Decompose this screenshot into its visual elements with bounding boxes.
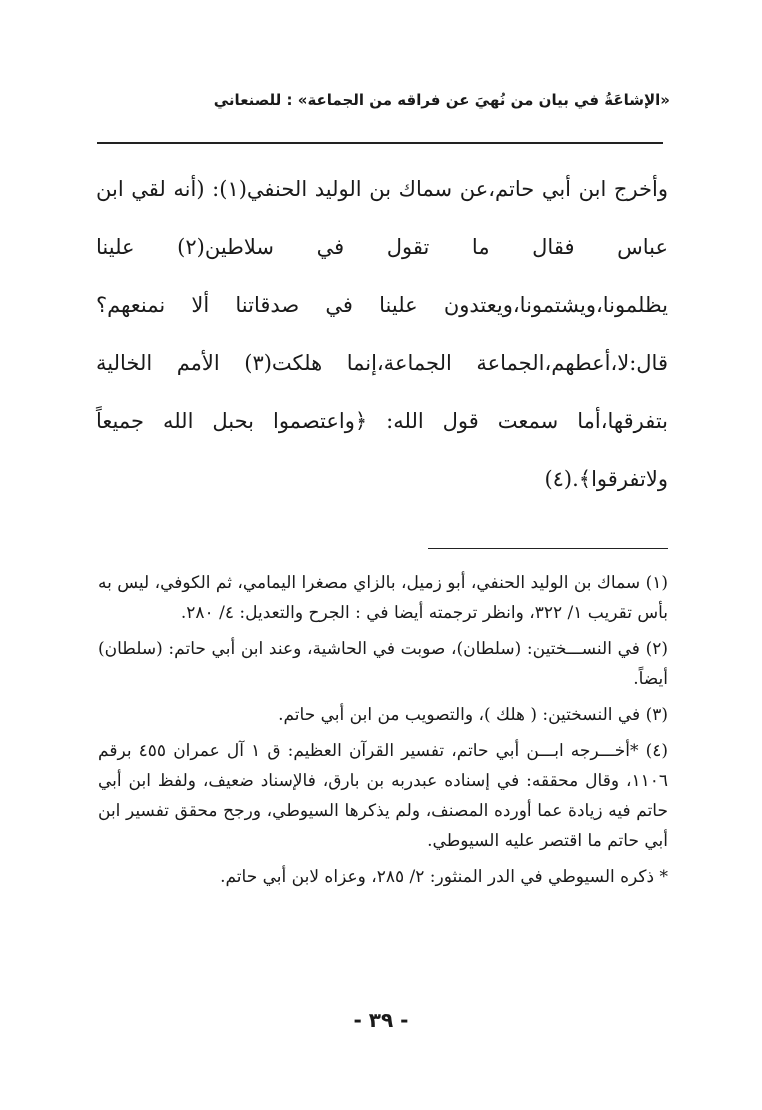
footnote-4: (٤) *أخـــرجه ابـــن أبي حاتم، تفسير القرآن العظيم: ق ١ آل عمران ٤٥٥ برقم ١١٠٦، وقال محققه: في إسناده عبدربه بن بارق، فالإسناد ضعيف، ولفظ ابن أبي حاتم فيه زيادة عما أورده المصنف، ولم يذكرها السيوطي، ورجح محقق تفسير ابن أبي حاتم ما اقتصر عليه السيوطي. — [98, 741, 668, 851]
header-divider — [97, 142, 663, 144]
main-text — [96, 160, 668, 508]
footnote-divider — [428, 548, 668, 549]
main-paragraph: وأخرج ابن أبي حاتم،عن سماك بن الوليد الحنفي(١): (أنه لقي ابن عباس فقال ما تقول في سلاطين(٢) علينا يظلمونا،ويشتمونا،ويعتدون علينا في صدقاتنا ألا نمنعهم؟ قال:لا،أعطهم،الجماعة الجماعة،إنما هلكت(٣) الأمم الخالية بتفرقها،أما سمعت قول الله: ﴿واعتصموا بحبل الله جميعاً ولاتفرقوا﴾.(٤) — [96, 177, 668, 491]
footnote-3: (٣) في النسختين: ( هلك )، والتصويب من ابن أبي حاتم. — [278, 705, 668, 725]
footnote-1: (١) سماك بن الوليد الحنفي، أبو زميل، بالزاي مصغرا اليمامي، ثم الكوفي، ليس به بأس تقريب ١/ ٣٢٢، وانظر ترجمته أيضا في : الجرح والتعديل: ٤/ ٢٨٠. — [97, 573, 668, 623]
page-number: - ٣٩ - — [353, 1008, 409, 1032]
footnote-2: (٢) في النســـختين: (سلطان)، صوبت في الحاشية، وعند ابن أبي حاتم: (سلطان) أيضاً. — [98, 639, 668, 689]
running-header: «الإشاعَةُ في بيان من نُهيَ عن فراقه من الجماعة» : للصنعاني — [213, 91, 670, 109]
footnotes — [98, 568, 668, 898]
footnote-5: * ذكره السيوطي في الدر المنثور: ٢/ ٢٨٥، وعزاه لابن أبي حاتم. — [220, 867, 668, 887]
